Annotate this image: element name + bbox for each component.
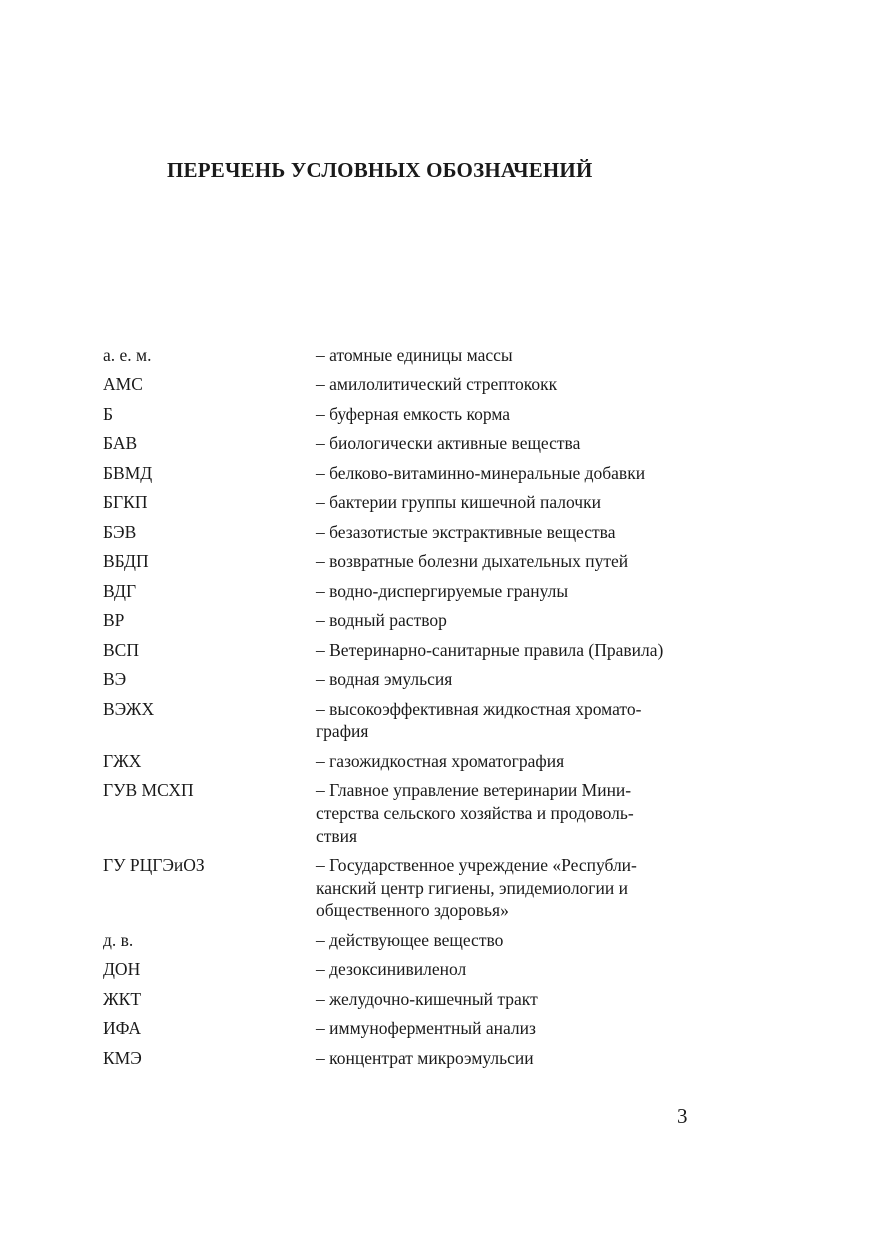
- abbreviation-definition: – белково-витаминно-минеральные добавки: [316, 462, 646, 483]
- abbreviation-definition: – атомные единицы массы: [316, 345, 513, 365]
- abbreviation-term: ГУ РЦГЭиОЗ: [103, 855, 205, 876]
- abbreviation-definition: – действующее вещество: [316, 929, 504, 950]
- abbreviation-term: ГЖХ: [103, 750, 142, 771]
- abbreviation-term: Б: [103, 403, 114, 424]
- list-item: [103, 580, 703, 603]
- abbreviation-term: ГУВ МСХП: [103, 780, 194, 801]
- list-item: [103, 373, 703, 396]
- abbreviation-definition: – безазотистые экстрактивные вещества: [316, 521, 616, 542]
- list-item: [103, 750, 703, 773]
- abbreviation-term: ВДГ: [103, 580, 137, 601]
- abbreviation-definition: – водный раствор: [316, 610, 447, 631]
- abbreviation-term: КМЭ: [103, 1047, 142, 1068]
- abbreviation-definition: – бактерии группы кишечной палочки: [316, 492, 601, 513]
- list-item: [103, 1017, 703, 1040]
- list-item: [103, 403, 703, 426]
- abbreviation-definition: – водно-диспергируемые гранулы: [316, 580, 569, 601]
- abbreviation-term: БГКП: [103, 492, 148, 513]
- list-item: [103, 1047, 703, 1070]
- abbreviation-term: ВР: [103, 610, 125, 631]
- abbreviation-term: ВЭЖХ: [103, 698, 155, 719]
- list-item: [103, 988, 703, 1011]
- abbreviation-definition: – дезоксинивиленол: [316, 959, 467, 980]
- list-item: [103, 344, 703, 367]
- abbreviation-definition: – Ветеринарно-санитарные правила (Правила): [316, 639, 664, 660]
- abbreviation-definition: – газожидкостная хроматография: [316, 750, 565, 771]
- abbreviation-definition: – водная эмульсия: [316, 669, 453, 690]
- abbreviation-term: БЭВ: [103, 521, 137, 542]
- list-item: [103, 854, 703, 922]
- abbreviation-term: ВЭ: [103, 669, 127, 690]
- abbreviation-term: АМС: [103, 374, 143, 395]
- abbreviation-definition: – буферная емкость корма: [316, 403, 511, 424]
- abbreviation-definition: – Главное управление ветеринарии Мини- стерства сельского хозяйства и продоволь- ствия: [316, 780, 634, 846]
- page-title: ПЕРЕЧЕНЬ УСЛОВНЫХ ОБОЗНАЧЕНИЙ: [167, 158, 593, 182]
- abbreviation-definition: – возвратные болезни дыхательных путей: [316, 551, 629, 572]
- list-item: [103, 668, 703, 691]
- abbreviation-list: [103, 344, 703, 1076]
- abbreviation-definition: – концентрат микроэмульсии: [316, 1047, 534, 1068]
- list-item: [103, 462, 703, 485]
- list-item: [103, 609, 703, 632]
- abbreviation-term: ЖКТ: [103, 988, 142, 1009]
- abbreviation-term: ИФА: [103, 1018, 141, 1039]
- list-item: [103, 432, 703, 455]
- list-item: [103, 698, 703, 743]
- abbreviation-definition: – Государственное учреждение «Республи- канский центр гигиены, эпидемиологии и общественного здоровья»: [316, 855, 637, 921]
- list-item: [103, 550, 703, 573]
- abbreviation-term: БВМД: [103, 462, 153, 483]
- abbreviation-definition: – высокоэффективная жидкостная хромато- графия: [316, 698, 642, 742]
- list-item: [103, 929, 703, 952]
- abbreviation-term: ВБДП: [103, 551, 149, 572]
- abbreviation-term: д. в.: [103, 929, 134, 950]
- list-item: [103, 779, 703, 847]
- list-item: [103, 521, 703, 544]
- list-item: [103, 958, 703, 981]
- abbreviation-definition: – иммуноферментный анализ: [316, 1018, 536, 1039]
- abbreviation-definition: – желудочно-кишечный тракт: [316, 988, 538, 1009]
- abbreviation-definition: – биологически активные вещества: [316, 433, 581, 454]
- abbreviation-term: БАВ: [103, 433, 138, 454]
- page-number: 3: [677, 1104, 688, 1128]
- abbreviation-term: ДОН: [103, 959, 141, 980]
- list-item: [103, 639, 703, 662]
- abbreviation-term: ВСП: [103, 639, 139, 660]
- list-item: [103, 491, 703, 514]
- abbreviation-definition: – амилолитический стрептококк: [316, 374, 558, 395]
- abbreviation-term: а. е. м.: [103, 345, 152, 365]
